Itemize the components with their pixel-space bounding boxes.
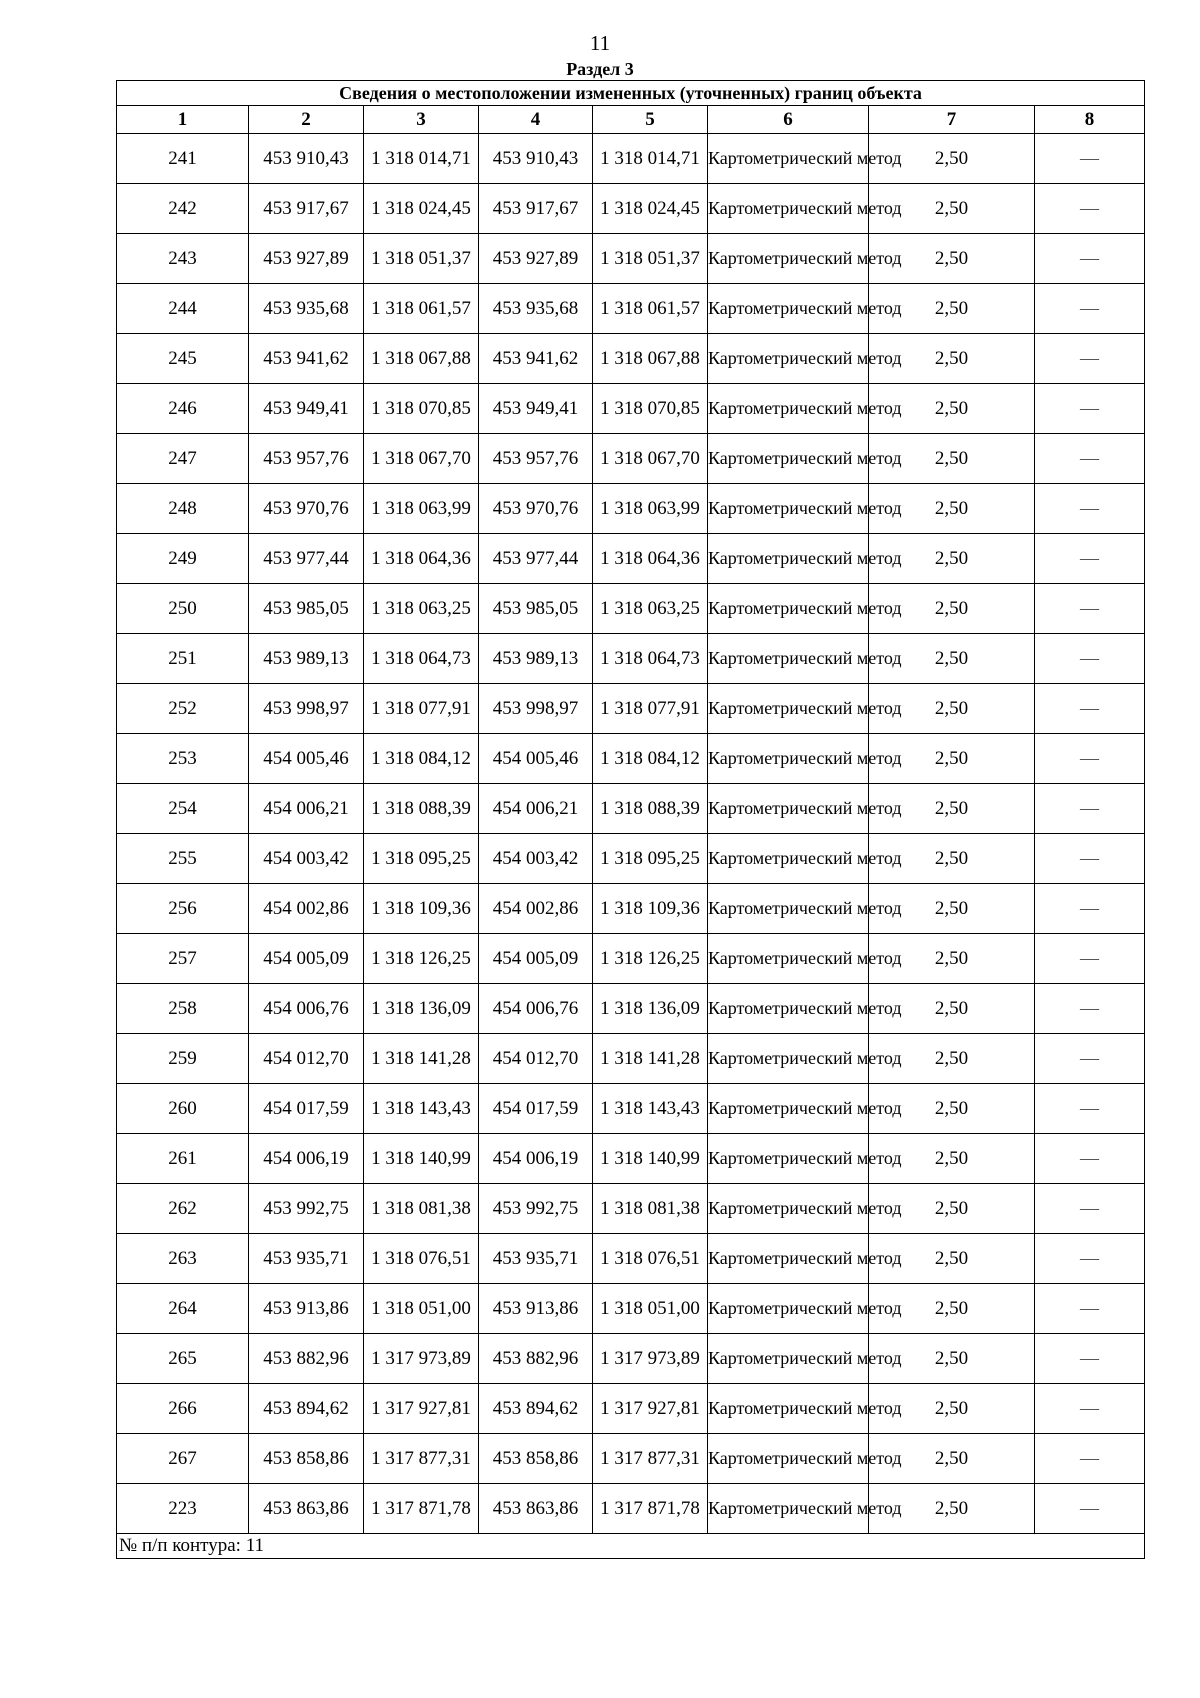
y-existing-cell: 1 318 095,25 [364, 834, 479, 884]
description-cell: — [1035, 984, 1145, 1034]
table-row [117, 534, 1145, 584]
x-existing-cell: 453 998,97 [249, 684, 364, 734]
x-existing-cell: 454 005,09 [249, 934, 364, 984]
table-row [117, 584, 1145, 634]
y-new-cell: 1 318 126,25 [593, 934, 708, 984]
accuracy-cell: 2,50 [869, 284, 1035, 334]
y-new-cell: 1 318 141,28 [593, 1034, 708, 1084]
point-number-cell: 257 [117, 934, 249, 984]
table-row [117, 884, 1145, 934]
description-cell: — [1035, 384, 1145, 434]
y-new-cell: 1 318 070,85 [593, 384, 708, 434]
table-row [117, 434, 1145, 484]
x-new-cell: 453 858,86 [479, 1434, 593, 1484]
table-row [117, 734, 1145, 784]
method-cell: Картометрический метод [708, 184, 869, 234]
description-cell: — [1035, 684, 1145, 734]
accuracy-cell: 2,50 [869, 1134, 1035, 1184]
y-existing-cell: 1 318 064,36 [364, 534, 479, 584]
accuracy-cell: 2,50 [869, 534, 1035, 584]
accuracy-cell: 2,50 [869, 484, 1035, 534]
y-new-cell: 1 318 088,39 [593, 784, 708, 834]
y-existing-cell: 1 318 088,39 [364, 784, 479, 834]
method-cell: Картометрический метод [708, 834, 869, 884]
table-row [117, 184, 1145, 234]
table-row [117, 1134, 1145, 1184]
y-existing-cell: 1 318 109,36 [364, 884, 479, 934]
x-existing-cell: 453 863,86 [249, 1484, 364, 1534]
column-number-4: 4 [479, 106, 593, 134]
accuracy-cell: 2,50 [869, 784, 1035, 834]
point-number-cell: 249 [117, 534, 249, 584]
x-new-cell: 454 012,70 [479, 1034, 593, 1084]
method-cell: Картометрический метод [708, 884, 869, 934]
x-existing-cell: 453 882,96 [249, 1334, 364, 1384]
accuracy-cell: 2,50 [869, 1334, 1035, 1384]
description-cell: — [1035, 334, 1145, 384]
x-new-cell: 454 005,09 [479, 934, 593, 984]
accuracy-cell: 2,50 [869, 1484, 1035, 1534]
method-cell: Картометрический метод [708, 1184, 869, 1234]
y-existing-cell: 1 318 081,38 [364, 1184, 479, 1234]
table-row [117, 834, 1145, 884]
table-row [117, 684, 1145, 734]
accuracy-cell: 2,50 [869, 984, 1035, 1034]
x-new-cell: 453 910,43 [479, 134, 593, 184]
method-cell: Картометрический метод [708, 284, 869, 334]
accuracy-cell: 2,50 [869, 1384, 1035, 1434]
table-row [117, 784, 1145, 834]
point-number-cell: 246 [117, 384, 249, 434]
point-number-cell: 223 [117, 1484, 249, 1534]
y-new-cell: 1 318 051,00 [593, 1284, 708, 1334]
method-cell: Картометрический метод [708, 484, 869, 534]
x-existing-cell: 453 992,75 [249, 1184, 364, 1234]
y-new-cell: 1 318 024,45 [593, 184, 708, 234]
x-existing-cell: 453 935,71 [249, 1234, 364, 1284]
description-cell: — [1035, 434, 1145, 484]
table-row [117, 934, 1145, 984]
point-number-cell: 261 [117, 1134, 249, 1184]
column-number-6: 6 [708, 106, 869, 134]
column-number-1: 1 [117, 106, 249, 134]
description-cell: — [1035, 784, 1145, 834]
point-number-cell: 247 [117, 434, 249, 484]
y-new-cell: 1 318 051,37 [593, 234, 708, 284]
method-cell: Картометрический метод [708, 1484, 869, 1534]
y-existing-cell: 1 318 014,71 [364, 134, 479, 184]
y-existing-cell: 1 318 063,25 [364, 584, 479, 634]
page-number: 11 [589, 31, 611, 55]
accuracy-cell: 2,50 [869, 1434, 1035, 1484]
y-new-cell: 1 318 061,57 [593, 284, 708, 334]
point-number-cell: 255 [117, 834, 249, 884]
method-cell: Картометрический метод [708, 534, 869, 584]
y-new-cell: 1 318 077,91 [593, 684, 708, 734]
x-new-cell: 453 992,75 [479, 1184, 593, 1234]
table-row [117, 1034, 1145, 1084]
accuracy-cell: 2,50 [869, 1234, 1035, 1284]
x-new-cell: 453 941,62 [479, 334, 593, 384]
x-new-cell: 453 949,41 [479, 384, 593, 434]
table-body [117, 134, 1145, 1534]
method-cell: Картометрический метод [708, 584, 869, 634]
x-existing-cell: 453 989,13 [249, 634, 364, 684]
method-cell: Картометрический метод [708, 234, 869, 284]
column-number-3: 3 [364, 106, 479, 134]
x-new-cell: 453 998,97 [479, 684, 593, 734]
method-cell: Картометрический метод [708, 1134, 869, 1184]
x-new-cell: 454 006,19 [479, 1134, 593, 1184]
point-number-cell: 265 [117, 1334, 249, 1384]
point-number-cell: 256 [117, 884, 249, 934]
point-number-cell: 263 [117, 1234, 249, 1284]
y-new-cell: 1 317 877,31 [593, 1434, 708, 1484]
y-existing-cell: 1 318 064,73 [364, 634, 479, 684]
point-number-cell: 252 [117, 684, 249, 734]
accuracy-cell: 2,50 [869, 134, 1035, 184]
y-new-cell: 1 317 927,81 [593, 1384, 708, 1434]
accuracy-cell: 2,50 [869, 884, 1035, 934]
point-number-cell: 244 [117, 284, 249, 334]
description-cell: — [1035, 534, 1145, 584]
y-new-cell: 1 318 064,73 [593, 634, 708, 684]
x-existing-cell: 453 957,76 [249, 434, 364, 484]
x-existing-cell: 454 005,46 [249, 734, 364, 784]
point-number-cell: 245 [117, 334, 249, 384]
column-number-2: 2 [249, 106, 364, 134]
point-number-cell: 267 [117, 1434, 249, 1484]
x-existing-cell: 454 012,70 [249, 1034, 364, 1084]
description-cell: — [1035, 734, 1145, 784]
y-new-cell: 1 318 109,36 [593, 884, 708, 934]
description-cell: — [1035, 1334, 1145, 1384]
description-cell: — [1035, 1084, 1145, 1134]
x-existing-cell: 454 006,76 [249, 984, 364, 1034]
y-existing-cell: 1 318 143,43 [364, 1084, 479, 1134]
x-existing-cell: 453 935,68 [249, 284, 364, 334]
y-existing-cell: 1 318 067,88 [364, 334, 479, 384]
x-new-cell: 453 917,67 [479, 184, 593, 234]
point-number-cell: 253 [117, 734, 249, 784]
accuracy-cell: 2,50 [869, 1184, 1035, 1234]
description-cell: — [1035, 1134, 1145, 1184]
method-cell: Картометрический метод [708, 734, 869, 784]
method-cell: Картометрический метод [708, 1234, 869, 1284]
description-cell: — [1035, 234, 1145, 284]
method-cell: Картометрический метод [708, 384, 869, 434]
y-new-cell: 1 318 143,43 [593, 1084, 708, 1134]
x-new-cell: 454 002,86 [479, 884, 593, 934]
point-number-cell: 248 [117, 484, 249, 534]
x-existing-cell: 453 970,76 [249, 484, 364, 534]
column-number-row [117, 106, 1145, 134]
method-cell: Картометрический метод [708, 1334, 869, 1384]
x-existing-cell: 453 910,43 [249, 134, 364, 184]
y-existing-cell: 1 318 051,00 [364, 1284, 479, 1334]
x-new-cell: 453 970,76 [479, 484, 593, 534]
table-row [117, 1484, 1145, 1534]
accuracy-cell: 2,50 [869, 434, 1035, 484]
x-existing-cell: 454 002,86 [249, 884, 364, 934]
y-new-cell: 1 318 081,38 [593, 1184, 708, 1234]
column-number-8: 8 [1035, 106, 1145, 134]
x-existing-cell: 454 017,59 [249, 1084, 364, 1134]
x-existing-cell: 454 006,19 [249, 1134, 364, 1184]
accuracy-cell: 2,50 [869, 184, 1035, 234]
y-new-cell: 1 317 871,78 [593, 1484, 708, 1534]
method-cell: Картометрический метод [708, 684, 869, 734]
method-cell: Картометрический метод [708, 784, 869, 834]
table-row [117, 1234, 1145, 1284]
accuracy-cell: 2,50 [869, 1084, 1035, 1134]
point-number-cell: 259 [117, 1034, 249, 1084]
method-cell: Картометрический метод [708, 634, 869, 684]
x-new-cell: 453 989,13 [479, 634, 593, 684]
table-row [117, 384, 1145, 434]
point-number-cell: 258 [117, 984, 249, 1034]
description-cell: — [1035, 1284, 1145, 1334]
x-new-cell: 453 935,71 [479, 1234, 593, 1284]
y-new-cell: 1 318 067,88 [593, 334, 708, 384]
y-existing-cell: 1 318 141,28 [364, 1034, 479, 1084]
method-cell: Картометрический метод [708, 1084, 869, 1134]
table-row [117, 1334, 1145, 1384]
description-cell: — [1035, 834, 1145, 884]
point-number-cell: 243 [117, 234, 249, 284]
x-existing-cell: 453 977,44 [249, 534, 364, 584]
y-existing-cell: 1 318 070,85 [364, 384, 479, 434]
table-row [117, 234, 1145, 284]
y-existing-cell: 1 318 084,12 [364, 734, 479, 784]
description-cell: — [1035, 634, 1145, 684]
method-cell: Картометрический метод [708, 1384, 869, 1434]
accuracy-cell: 2,50 [869, 584, 1035, 634]
table-row [117, 634, 1145, 684]
description-cell: — [1035, 1384, 1145, 1434]
table-row [117, 334, 1145, 384]
method-cell: Картометрический метод [708, 334, 869, 384]
accuracy-cell: 2,50 [869, 934, 1035, 984]
x-new-cell: 454 003,42 [479, 834, 593, 884]
y-existing-cell: 1 317 877,31 [364, 1434, 479, 1484]
x-existing-cell: 453 985,05 [249, 584, 364, 634]
x-new-cell: 454 017,59 [479, 1084, 593, 1134]
description-cell: — [1035, 134, 1145, 184]
coordinates-table [116, 80, 1145, 1559]
accuracy-cell: 2,50 [869, 684, 1035, 734]
x-existing-cell: 454 003,42 [249, 834, 364, 884]
description-cell: — [1035, 284, 1145, 334]
table-row [117, 134, 1145, 184]
accuracy-cell: 2,50 [869, 334, 1035, 384]
x-new-cell: 453 957,76 [479, 434, 593, 484]
x-existing-cell: 453 941,62 [249, 334, 364, 384]
description-cell: — [1035, 1184, 1145, 1234]
x-existing-cell: 453 894,62 [249, 1384, 364, 1434]
table-row [117, 1284, 1145, 1334]
y-existing-cell: 1 318 140,99 [364, 1134, 479, 1184]
y-existing-cell: 1 318 067,70 [364, 434, 479, 484]
x-new-cell: 454 006,76 [479, 984, 593, 1034]
x-new-cell: 454 005,46 [479, 734, 593, 784]
method-cell: Картометрический метод [708, 1284, 869, 1334]
point-number-cell: 260 [117, 1084, 249, 1134]
y-existing-cell: 1 317 871,78 [364, 1484, 479, 1534]
x-new-cell: 453 882,96 [479, 1334, 593, 1384]
accuracy-cell: 2,50 [869, 384, 1035, 434]
x-existing-cell: 453 927,89 [249, 234, 364, 284]
description-cell: — [1035, 1434, 1145, 1484]
x-new-cell: 453 863,86 [479, 1484, 593, 1534]
y-new-cell: 1 318 076,51 [593, 1234, 708, 1284]
x-new-cell: 453 985,05 [479, 584, 593, 634]
accuracy-cell: 2,50 [869, 734, 1035, 784]
method-cell: Картометрический метод [708, 1434, 869, 1484]
section-title: Раздел 3 [566, 59, 634, 79]
method-cell: Картометрический метод [708, 134, 869, 184]
table-row [117, 484, 1145, 534]
point-number-cell: 266 [117, 1384, 249, 1434]
y-new-cell: 1 318 095,25 [593, 834, 708, 884]
table-row [117, 1434, 1145, 1484]
table-row [117, 984, 1145, 1034]
x-existing-cell: 453 917,67 [249, 184, 364, 234]
x-new-cell: 453 894,62 [479, 1384, 593, 1434]
x-new-cell: 453 935,68 [479, 284, 593, 334]
y-new-cell: 1 318 063,25 [593, 584, 708, 634]
x-existing-cell: 453 913,86 [249, 1284, 364, 1334]
accuracy-cell: 2,50 [869, 234, 1035, 284]
y-existing-cell: 1 317 927,81 [364, 1384, 479, 1434]
y-new-cell: 1 318 014,71 [593, 134, 708, 184]
x-existing-cell: 453 858,86 [249, 1434, 364, 1484]
point-number-cell: 251 [117, 634, 249, 684]
accuracy-cell: 2,50 [869, 634, 1035, 684]
x-existing-cell: 453 949,41 [249, 384, 364, 434]
y-existing-cell: 1 317 973,89 [364, 1334, 479, 1384]
method-cell: Картометрический метод [708, 934, 869, 984]
x-new-cell: 454 006,21 [479, 784, 593, 834]
point-number-cell: 254 [117, 784, 249, 834]
contour-number: № п/п контура: 11 [117, 1534, 1145, 1559]
point-number-cell: 264 [117, 1284, 249, 1334]
table-row [117, 1084, 1145, 1134]
method-cell: Картометрический метод [708, 1034, 869, 1084]
point-number-cell: 242 [117, 184, 249, 234]
y-existing-cell: 1 318 024,45 [364, 184, 479, 234]
y-new-cell: 1 318 063,99 [593, 484, 708, 534]
description-cell: — [1035, 1034, 1145, 1084]
accuracy-cell: 2,50 [869, 834, 1035, 884]
y-existing-cell: 1 318 126,25 [364, 934, 479, 984]
x-new-cell: 453 927,89 [479, 234, 593, 284]
table-row [117, 284, 1145, 334]
x-existing-cell: 454 006,21 [249, 784, 364, 834]
x-new-cell: 453 913,86 [479, 1284, 593, 1334]
accuracy-cell: 2,50 [869, 1284, 1035, 1334]
description-cell: — [1035, 884, 1145, 934]
y-existing-cell: 1 318 063,99 [364, 484, 479, 534]
y-new-cell: 1 318 084,12 [593, 734, 708, 784]
description-cell: — [1035, 934, 1145, 984]
point-number-cell: 262 [117, 1184, 249, 1234]
description-cell: — [1035, 1484, 1145, 1534]
method-cell: Картометрический метод [708, 434, 869, 484]
y-existing-cell: 1 318 136,09 [364, 984, 479, 1034]
accuracy-cell: 2,50 [869, 1034, 1035, 1084]
y-new-cell: 1 318 136,09 [593, 984, 708, 1034]
column-number-7: 7 [869, 106, 1035, 134]
description-cell: — [1035, 1234, 1145, 1284]
table-row [117, 1184, 1145, 1234]
x-new-cell: 453 977,44 [479, 534, 593, 584]
table-caption: Сведения о местоположении измененных (уточненных) границ объекта [117, 81, 1145, 106]
column-number-5: 5 [593, 106, 708, 134]
y-existing-cell: 1 318 077,91 [364, 684, 479, 734]
y-new-cell: 1 318 067,70 [593, 434, 708, 484]
y-new-cell: 1 318 064,36 [593, 534, 708, 584]
description-cell: — [1035, 184, 1145, 234]
point-number-cell: 241 [117, 134, 249, 184]
y-new-cell: 1 318 140,99 [593, 1134, 708, 1184]
description-cell: — [1035, 484, 1145, 534]
method-cell: Картометрический метод [708, 984, 869, 1034]
y-existing-cell: 1 318 051,37 [364, 234, 479, 284]
y-existing-cell: 1 318 061,57 [364, 284, 479, 334]
y-existing-cell: 1 318 076,51 [364, 1234, 479, 1284]
point-number-cell: 250 [117, 584, 249, 634]
description-cell: — [1035, 584, 1145, 634]
y-new-cell: 1 317 973,89 [593, 1334, 708, 1384]
table-row [117, 1384, 1145, 1434]
